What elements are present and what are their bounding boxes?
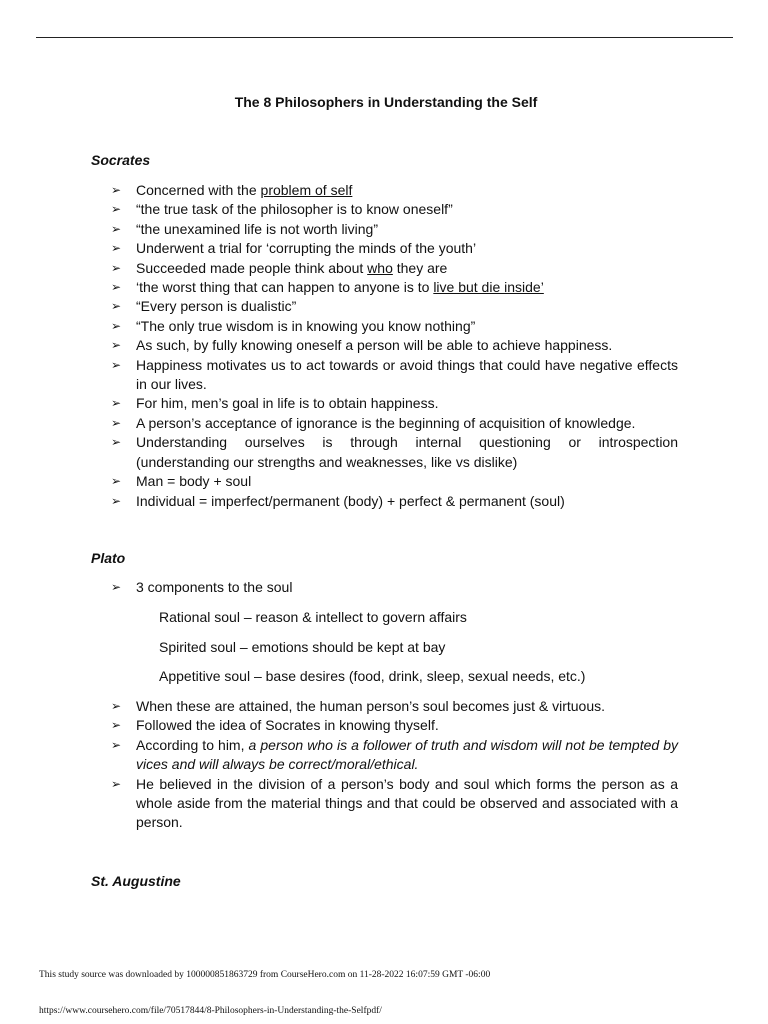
bullet-arrow-icon: ➢ — [111, 718, 122, 733]
item-text: Individual = imperfect/permanent (body) + perfect & permanent (soul) — [136, 492, 565, 509]
list-item — [111, 433, 678, 472]
list-item — [111, 716, 678, 735]
item-text: “the true task of the philosopher is to know oneself” — [136, 201, 453, 218]
item-text: According to him, — [136, 736, 249, 753]
underlined-text: who — [367, 259, 393, 276]
bullet-arrow-icon: ➢ — [111, 260, 122, 275]
list-item — [111, 472, 678, 491]
bullet-arrow-icon: ➢ — [111, 299, 122, 314]
bullet-arrow-icon: ➢ — [111, 183, 122, 197]
item-text: 3 components to the soul — [136, 579, 293, 595]
download-notice: This study source was downloaded by 100000851863729 from CourseHero.com on 11-28-2022 16:07:59 GMT -06:00 — [39, 970, 491, 980]
list-item — [111, 259, 678, 278]
bullet-arrow-icon: ➢ — [111, 318, 122, 333]
list-item — [111, 775, 678, 833]
list-item — [111, 492, 678, 511]
item-text: “the unexamined life is not worth living” — [136, 220, 379, 237]
bullet-arrow-icon: ➢ — [111, 493, 122, 508]
item-text: Succeeded made people think about — [136, 259, 368, 276]
section-heading-plato: Plato — [91, 550, 126, 566]
list-item — [111, 317, 678, 336]
section-heading-st-augustine: St. Augustine — [91, 873, 181, 889]
bullet-arrow-icon: ➢ — [111, 202, 122, 217]
item-text: ‘the worst thing that can happen to anyone is to — [136, 279, 434, 296]
item-text: Concerned with the — [136, 182, 261, 198]
underlined-text: live but die inside’ — [433, 279, 544, 296]
item-text: As such, by fully knowing oneself a person will be able to achieve happiness. — [136, 337, 613, 354]
item-text: A person’s acceptance of ignorance is the beginning of acquisition of knowledge. — [136, 414, 636, 431]
bullet-arrow-icon: ➢ — [111, 737, 122, 752]
list-item — [111, 394, 678, 413]
item-text: When these are attained, the human person’s soul becomes just & virtuous. — [136, 698, 606, 714]
bullet-arrow-icon: ➢ — [111, 776, 122, 791]
item-text: “The only true wisdom is in knowing you know nothing” — [136, 317, 476, 334]
bullet-arrow-icon: ➢ — [111, 338, 122, 353]
plato-intro-list — [111, 578, 678, 597]
bullet-arrow-icon: ➢ — [111, 699, 122, 713]
item-text: Followed the idea of Socrates in knowing thyself. — [136, 717, 439, 734]
italic-text: a person who is a follower of truth and wisdom will not be tempted by vices and will always be correct/moral/ethical. — [136, 736, 678, 773]
bullet-arrow-icon: ➢ — [111, 221, 122, 236]
underlined-text: problem of self — [260, 182, 353, 198]
bullet-arrow-icon: ➢ — [111, 241, 122, 256]
list-item — [111, 578, 678, 597]
list-item — [111, 220, 678, 239]
list-item — [111, 336, 678, 355]
bullet-arrow-icon: ➢ — [111, 474, 122, 489]
bullet-arrow-icon: ➢ — [111, 280, 122, 295]
soul-part-spirited: Spirited soul – emotions should be kept at bay — [159, 639, 446, 655]
top-divider — [36, 37, 733, 38]
list-item — [111, 414, 678, 433]
soul-part-rational: Rational soul – reason & intellect to govern affairs — [159, 609, 467, 625]
list-item — [111, 200, 678, 219]
list-item — [111, 239, 678, 258]
source-url[interactable]: https://www.coursehero.com/file/70517844/8-Philosophers-in-Understanding-the-Selfpdf/ — [39, 1006, 382, 1016]
section-heading-socrates: Socrates — [91, 152, 151, 168]
list-item — [111, 697, 678, 716]
list-item — [111, 297, 678, 316]
item-text: Underwent a trial for ‘corrupting the minds of the youth’ — [136, 240, 477, 257]
item-text: For him, men’s goal in life is to obtain happiness. — [136, 395, 439, 412]
list-item — [111, 356, 678, 395]
bullet-arrow-icon: ➢ — [111, 415, 122, 430]
list-item — [111, 736, 678, 775]
item-text: they are — [392, 259, 448, 276]
item-text: Happiness motivates us to act towards or avoid things that could have negative effects in our lives. — [136, 356, 678, 393]
bullet-arrow-icon: ➢ — [111, 396, 122, 411]
item-text: He believed in the division of a person’s body and soul which forms the person as a whole aside from the material things and that could be observed and associated with a person. — [136, 775, 678, 831]
list-item — [111, 181, 678, 200]
item-text: Man = body + soul — [136, 473, 252, 490]
item-text: “Every person is dualistic” — [136, 298, 297, 315]
list-item — [111, 278, 678, 297]
document-title: The 8 Philosophers in Understanding the Self — [234, 94, 538, 110]
bullet-arrow-icon: ➢ — [111, 580, 122, 594]
plato-bullet-list — [111, 697, 678, 833]
soul-part-appetitive: Appetitive soul – base desires (food, drink, sleep, sexual needs, etc.) — [159, 668, 586, 684]
socrates-bullet-list — [111, 181, 678, 511]
bullet-arrow-icon: ➢ — [111, 357, 122, 372]
item-text: Understanding ourselves is through internal questioning or introspection (understanding our strengths and weaknesses, like vs dislike) — [136, 434, 678, 470]
bullet-arrow-icon: ➢ — [111, 435, 122, 450]
